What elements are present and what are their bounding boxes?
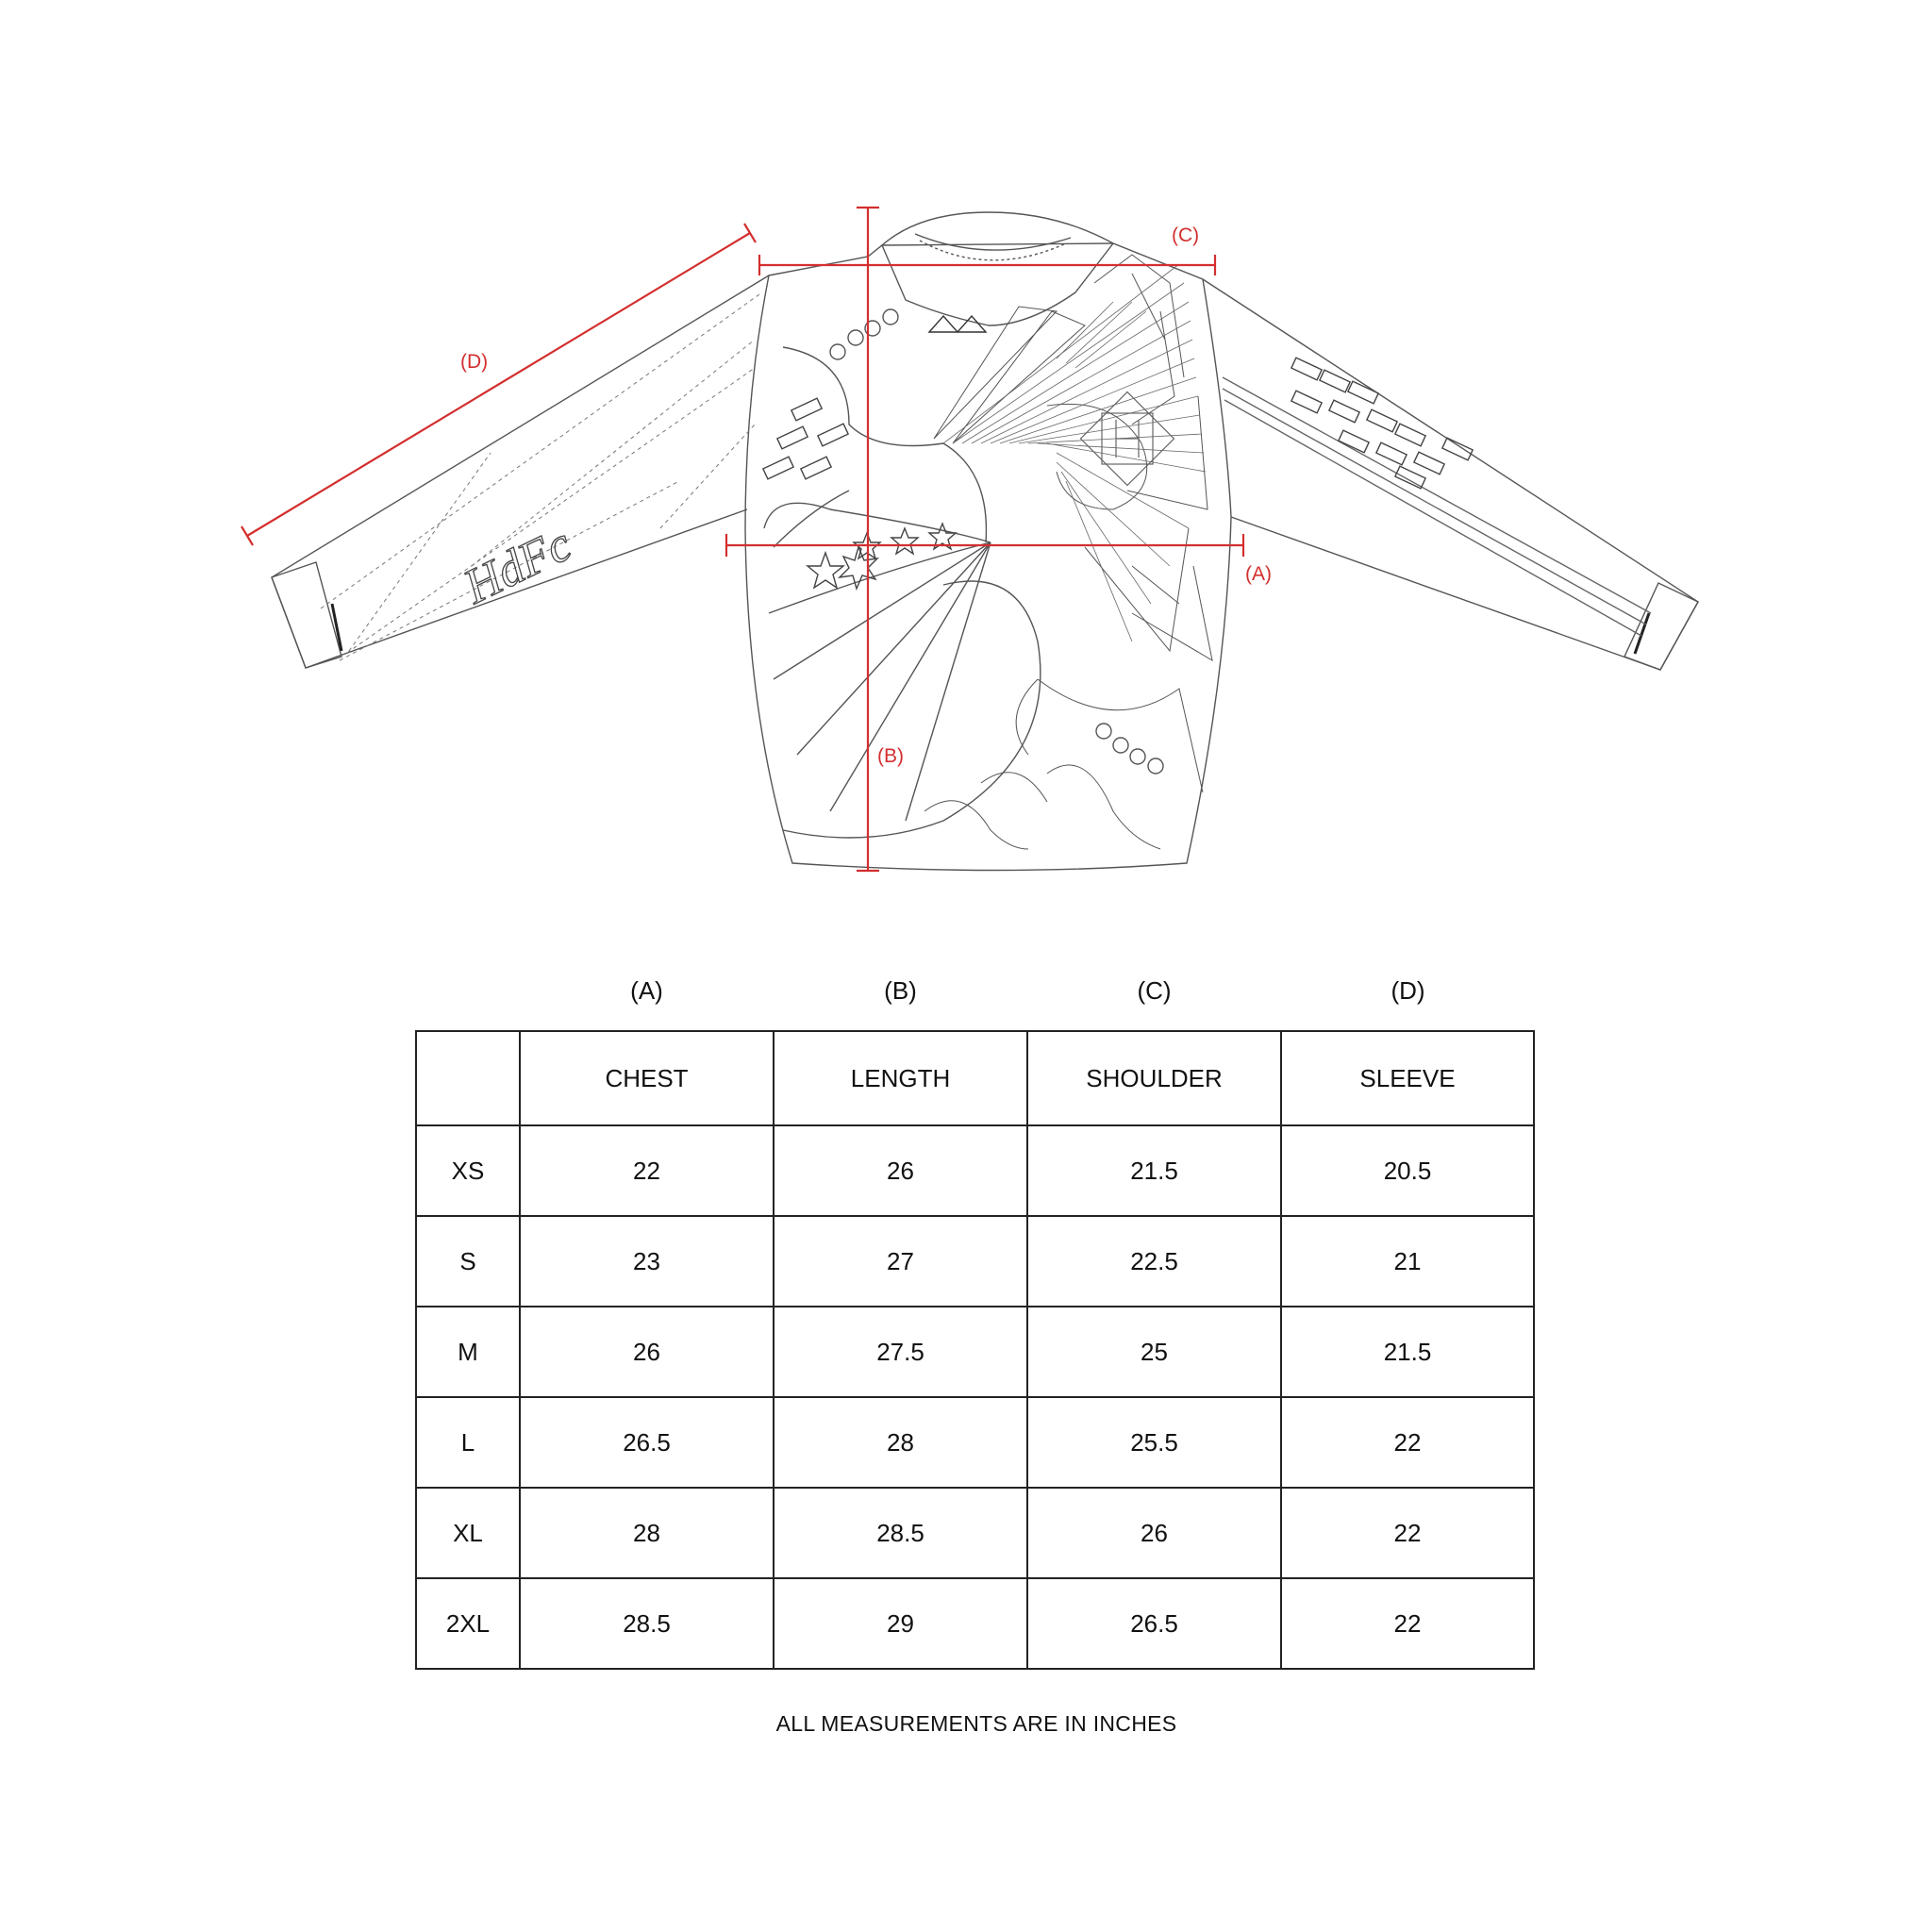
- size-label: XS: [416, 1125, 520, 1216]
- shoulder-value: 26.5: [1027, 1578, 1281, 1669]
- length-value: 28.5: [774, 1488, 1027, 1578]
- table-row: [416, 1397, 1534, 1488]
- length-value: 27.5: [774, 1307, 1027, 1397]
- table-row: [416, 1125, 1534, 1216]
- header-cell-sleeve: SLEEVE: [1281, 1031, 1534, 1125]
- sleeve-value: 21: [1281, 1216, 1534, 1307]
- table-header-row: [416, 1031, 1534, 1125]
- size-chart-table: [415, 1030, 1535, 1670]
- column-code-c: (C): [1137, 976, 1172, 1005]
- header-cell-chest: CHEST: [520, 1031, 774, 1125]
- sleeve-logo: HdFc: [456, 517, 580, 615]
- shoulder-value: 25.5: [1027, 1397, 1281, 1488]
- table-row: [416, 1307, 1534, 1397]
- measurement-unit-note: ALL MEASUREMENTS ARE IN INCHES: [775, 1711, 1177, 1736]
- left-sleeve: [272, 275, 769, 668]
- jersey-outline: [272, 212, 1698, 871]
- sleeve-value: 22: [1281, 1578, 1534, 1669]
- header-cell-empty: [416, 1031, 520, 1125]
- size-label: M: [416, 1307, 520, 1397]
- right-cuff: [1624, 583, 1698, 670]
- size-label: 2XL: [416, 1578, 520, 1669]
- header-cell-shoulder: SHOULDER: [1027, 1031, 1281, 1125]
- size-label: XL: [416, 1488, 520, 1578]
- shoulder-value: 21.5: [1027, 1125, 1281, 1216]
- measure-label-c: (C): [1172, 225, 1200, 246]
- shoulder-value: 26: [1027, 1488, 1281, 1578]
- right-sleeve: [1203, 279, 1698, 670]
- left-cuff: [272, 562, 341, 668]
- measure-label-a: (A): [1245, 563, 1272, 585]
- header-cell-length: LENGTH: [774, 1031, 1027, 1125]
- measure-label-b: (B): [877, 745, 904, 767]
- chest-value: 26.5: [520, 1397, 774, 1488]
- column-code-a: (A): [630, 976, 663, 1005]
- column-code-d: (D): [1391, 976, 1425, 1005]
- length-value: 26: [774, 1125, 1027, 1216]
- measure-line-d: [247, 233, 750, 536]
- shoulder-value: 25: [1027, 1307, 1281, 1397]
- sleeve-value: 20.5: [1281, 1125, 1534, 1216]
- length-value: 28: [774, 1397, 1027, 1488]
- chest-value: 26: [520, 1307, 774, 1397]
- sleeve-value: 22: [1281, 1397, 1534, 1488]
- measurement-lines: [242, 208, 1243, 871]
- size-label: S: [416, 1216, 520, 1307]
- collar: [882, 212, 1113, 325]
- size-label: L: [416, 1397, 520, 1488]
- table-row: [416, 1488, 1534, 1578]
- column-code-row: [0, 976, 1932, 1024]
- length-value: 29: [774, 1578, 1027, 1669]
- table-row: [416, 1578, 1534, 1669]
- table-row: [416, 1216, 1534, 1307]
- chest-value: 22: [520, 1125, 774, 1216]
- shoulder-value: 22.5: [1027, 1216, 1281, 1307]
- measure-label-d: (D): [460, 351, 489, 373]
- jersey-body: [745, 243, 1231, 871]
- chest-value: 28: [520, 1488, 774, 1578]
- chest-value: 23: [520, 1216, 774, 1307]
- length-value: 27: [774, 1216, 1027, 1307]
- chest-value: 28.5: [520, 1578, 774, 1669]
- column-code-b: (B): [884, 976, 917, 1005]
- sleeve-value: 21.5: [1281, 1307, 1534, 1397]
- jersey-diagram: [0, 0, 1932, 896]
- sleeve-value: 22: [1281, 1488, 1534, 1578]
